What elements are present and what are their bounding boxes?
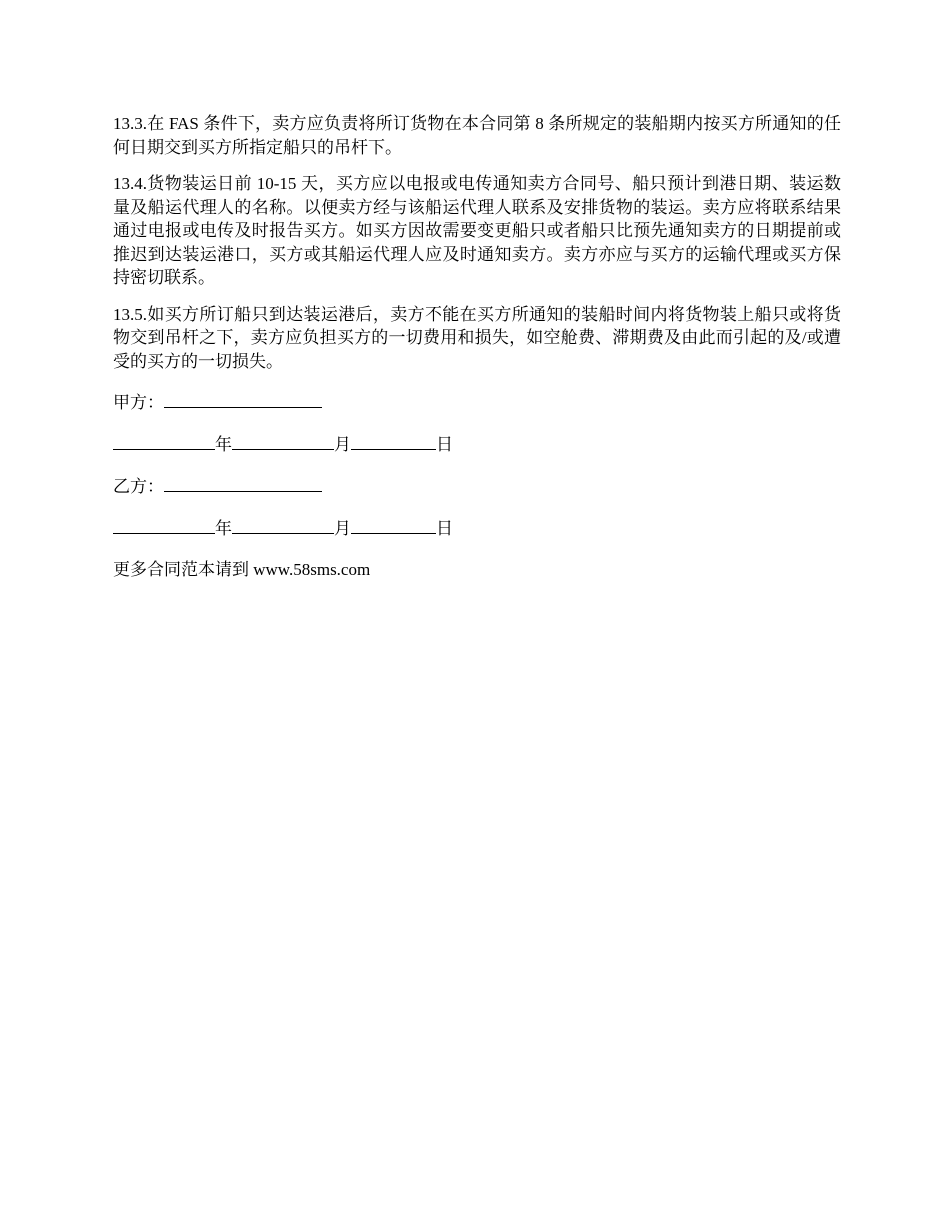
footer-more-contracts: 更多合同范本请到 www.58sms.com — [113, 560, 371, 579]
month-label: 月 — [334, 519, 351, 538]
party-b-month-blank — [232, 516, 334, 534]
month-label: 月 — [334, 435, 351, 454]
party-b-year-blank — [113, 516, 215, 534]
contract-page — [113, 112, 841, 599]
year-label: 年 — [215, 435, 232, 454]
party-a-name-blank — [164, 390, 322, 408]
party-a-year-blank — [113, 432, 215, 450]
year-label: 年 — [215, 519, 232, 538]
day-label: 日 — [436, 435, 453, 454]
clause-13-4: 13.4.货物装运日前 10-15 天，买方应以电报或电传通知卖方合同号、船只预计到港日期、装运数量及船运代理人的名称。以便卖方经与该船运代理人联系及安排货物的装运。卖方应将联系结果通过电报或电传及时报告买方。如买方因故需要变更船只或者船只比预先通知卖方的日期提前或推迟到达装运港口，买方或其船运代理人应及时通知卖方。卖方亦应与买方的运输代理或买方保持密切联系。 — [113, 174, 841, 287]
clause-13-3: 13.3.在 FAS 条件下，卖方应负责将所订货物在本合同第 8 条所规定的装船期内按买方所通知的任何日期交到买方所指定船只的吊杆下。 — [113, 114, 841, 157]
party-a-date — [113, 432, 841, 457]
party-b-signature — [113, 474, 841, 499]
party-b-label: 乙方： — [113, 477, 164, 496]
party-a-month-blank — [232, 432, 334, 450]
clause-13-5: 13.5.如买方所订船只到达装运港后，卖方不能在买方所通知的装船时间内将货物装上船只或将货物交到吊杆之下，卖方应负担买方的一切费用和损失，如空舱费、滞期费及由此而引起的及/或遭受的买方的一切损失。 — [113, 304, 841, 371]
party-a-signature — [113, 390, 841, 415]
party-b-date — [113, 516, 841, 541]
day-label: 日 — [436, 519, 453, 538]
party-a-day-blank — [351, 432, 436, 450]
party-b-day-blank — [351, 516, 436, 534]
party-a-label: 甲方： — [113, 393, 164, 412]
party-b-name-blank — [164, 474, 322, 492]
